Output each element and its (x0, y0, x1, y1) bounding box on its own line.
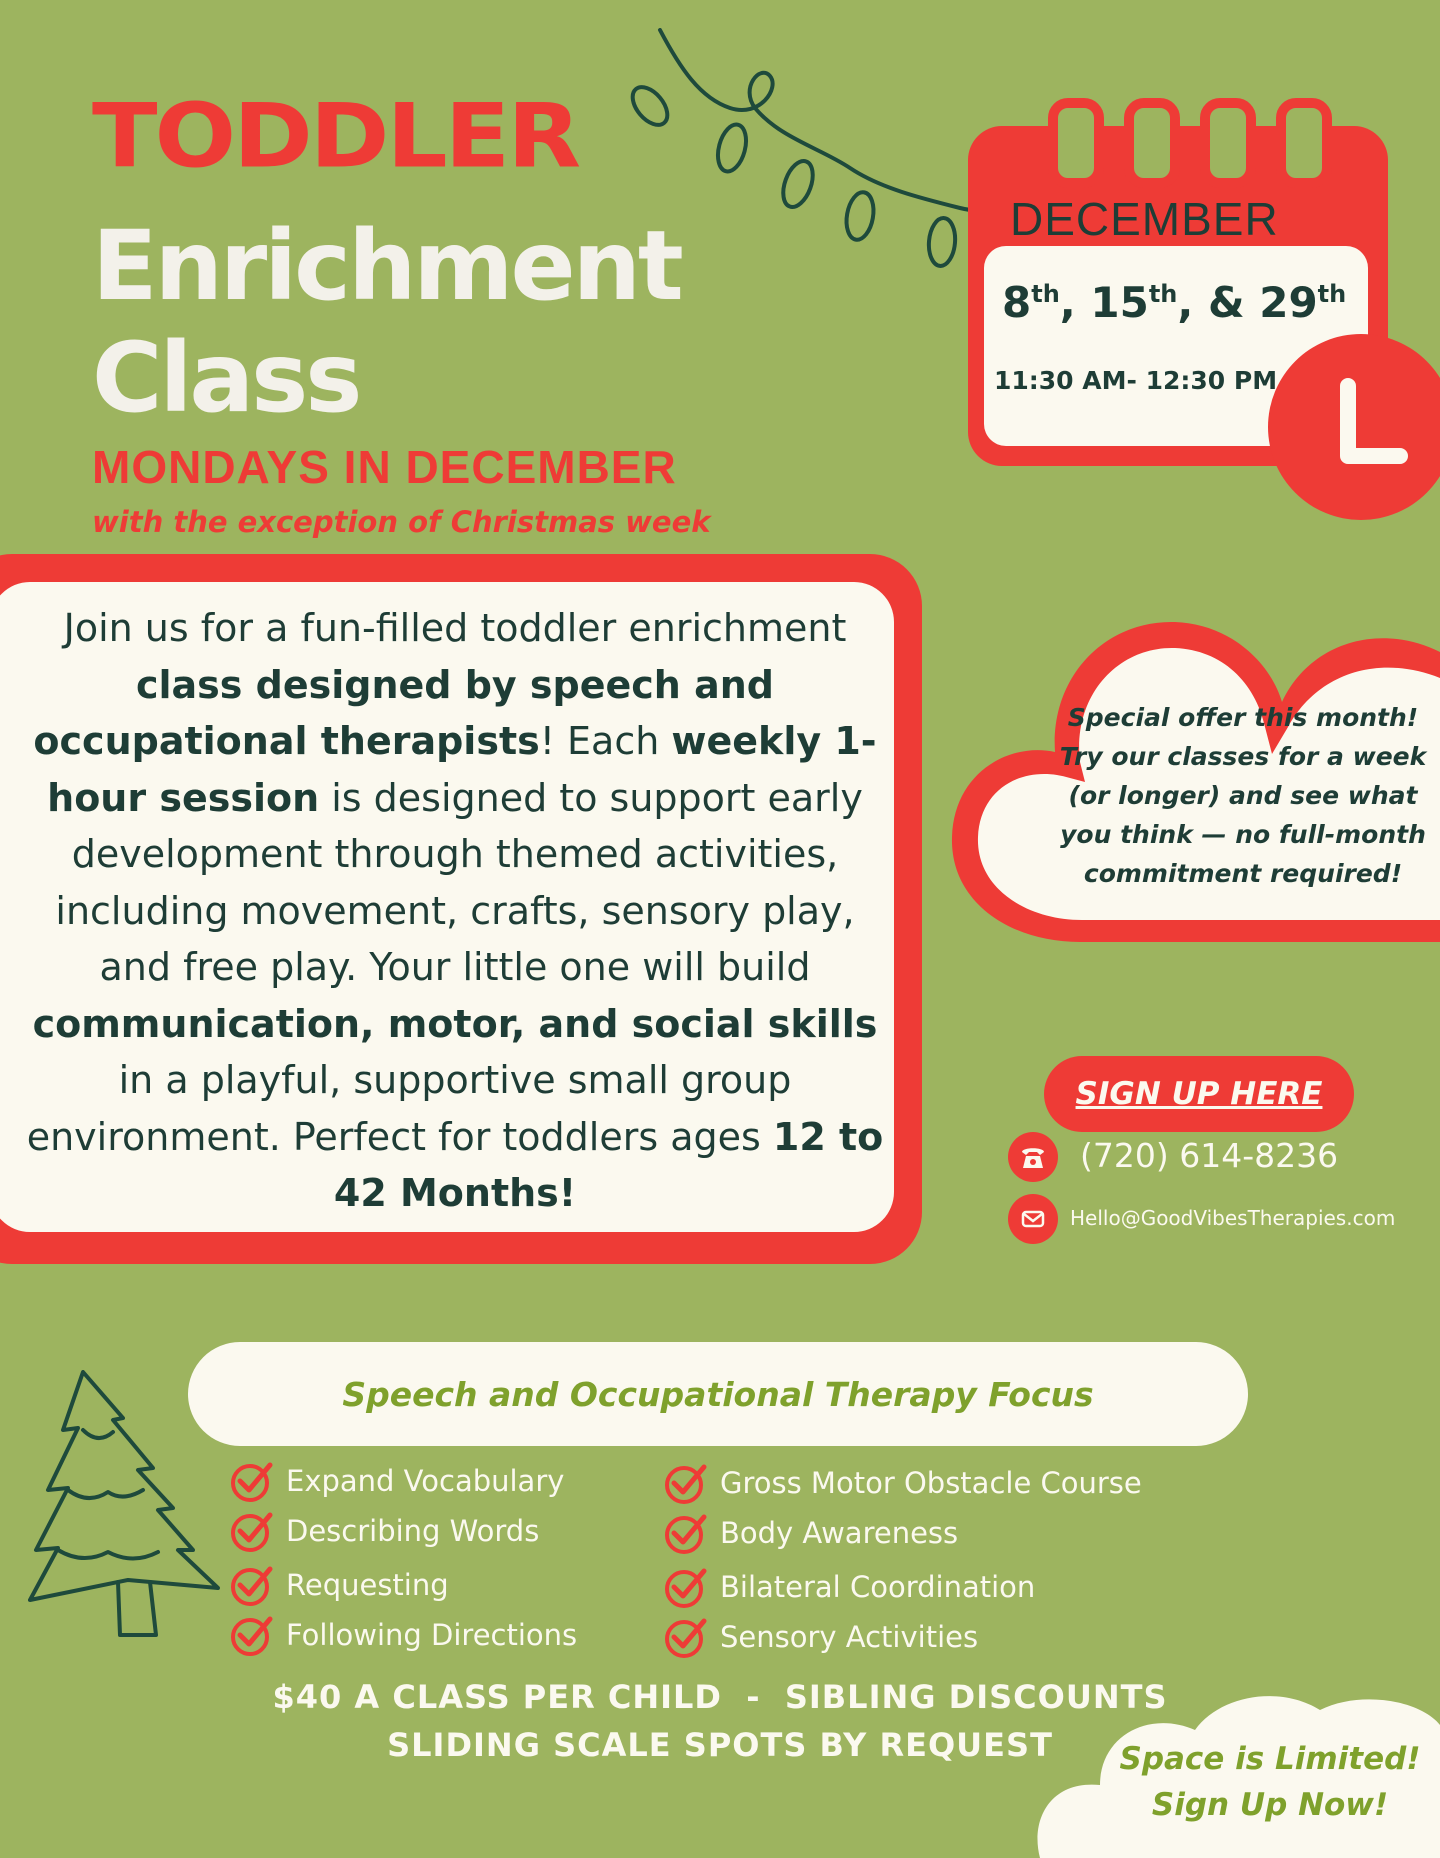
pricing-line-1: $40 A CLASS PER CHILD - SIBLING DISCOUNTS (272, 1678, 1168, 1716)
check-icon (230, 1509, 274, 1553)
check-icon (664, 1615, 708, 1659)
check-icon (230, 1459, 274, 1503)
clock-icon (1268, 334, 1440, 520)
title-toddler: TODDLER (92, 84, 579, 188)
sign-up-button[interactable]: SIGN UP HERE (1044, 1056, 1354, 1132)
callout-line-2: Sign Up Now! (1151, 1787, 1389, 1823)
check-icon (664, 1511, 708, 1555)
focus-list-ot (664, 1460, 1142, 1660)
focus-heading: Speech and Occupational Therapy Focus (342, 1374, 1094, 1414)
callout-line-1: Space is Limited! (1119, 1741, 1421, 1777)
email-address[interactable]: Hello@GoodVibesTherapies.com (1070, 1206, 1396, 1230)
calendar-ring-icon (1200, 98, 1256, 188)
phone-icon (1008, 1132, 1058, 1182)
title-enrichment: Enrichment (92, 210, 681, 322)
schedule-heading: MONDAYS IN DECEMBER (92, 441, 677, 493)
list-item: Gross Motor Obstacle Course (664, 1460, 1142, 1506)
list-item: Requesting (230, 1562, 577, 1608)
calendar-dates: 8th, 15th, & 29th (1002, 278, 1347, 327)
pricing-line-2: SLIDING SCALE SPOTS BY REQUEST (387, 1726, 1053, 1764)
focus-list-speech (230, 1458, 577, 1658)
list-item: Expand Vocabulary (230, 1458, 577, 1504)
phone-number[interactable]: (720) 614-8236 (1080, 1136, 1339, 1175)
title-class: Class (92, 322, 360, 434)
calendar-ring-icon (1276, 98, 1332, 188)
list-item: Bilateral Coordination (664, 1564, 1142, 1610)
calendar-month: DECEMBER (1010, 193, 1279, 245)
offer-text: Special offer this month! Try our classes for a week (or longer) and see what you think — no full-month commitment required! (1059, 703, 1427, 888)
calendar-ring-icon (1124, 98, 1180, 188)
callout-text (1100, 1736, 1440, 1828)
list-item: Following Directions (230, 1612, 577, 1658)
list-item: Body Awareness (664, 1510, 1142, 1556)
check-icon (664, 1565, 708, 1609)
check-icon (664, 1461, 708, 1505)
email-icon (1008, 1194, 1058, 1244)
calendar-time: 11:30 AM- 12:30 PM (994, 366, 1278, 395)
calendar-ring-icon (1048, 98, 1104, 188)
schedule-exception: with the exception of Christmas week (92, 505, 711, 539)
focus-banner (188, 1342, 1248, 1446)
check-icon (230, 1563, 274, 1607)
list-item: Sensory Activities (664, 1614, 1142, 1660)
description-text: Join us for a fun-filled toddler enrichment class designed by speech and occupational therapists! Each weekly 1-hour session is designed to support early development through themed activities, including movement, crafts, sensory play, and free play. Your little one will build communication, motor, and social skills in a playful, supportive small group environment. Perfect for toddlers ages 12 to 42 Months! (26, 606, 884, 1215)
list-item: Describing Words (230, 1508, 577, 1554)
check-icon (230, 1613, 274, 1657)
